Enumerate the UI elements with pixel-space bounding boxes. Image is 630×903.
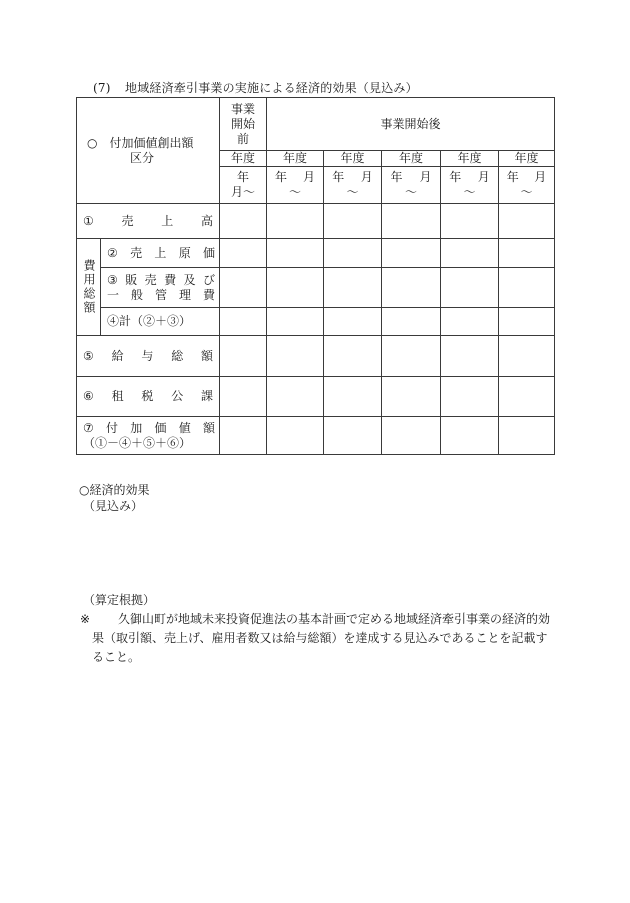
fiscal-year-cell: 年度 xyxy=(441,151,499,167)
value-cell[interactable] xyxy=(267,308,324,336)
value-cell[interactable] xyxy=(324,336,382,377)
category-header xyxy=(77,98,220,204)
value-cell[interactable] xyxy=(267,268,324,308)
row-label-taxes: ⑥ 租 税 公 課 xyxy=(77,377,220,417)
value-cell[interactable] xyxy=(324,417,382,455)
value-cell[interactable] xyxy=(267,377,324,417)
value-cell[interactable] xyxy=(267,336,324,377)
value-cell[interactable] xyxy=(220,336,267,377)
value-cell[interactable] xyxy=(267,204,324,239)
before-start-header: 事業 開始 前 xyxy=(220,98,267,151)
value-cell[interactable] xyxy=(499,268,555,308)
value-cell[interactable] xyxy=(267,417,324,455)
fiscal-year-cell: 年度 xyxy=(499,151,555,167)
value-cell[interactable] xyxy=(220,204,267,239)
value-cell[interactable] xyxy=(220,268,267,308)
calculation-basis-label: （算定根拠） xyxy=(83,593,156,607)
fiscal-year-cell: 年度 xyxy=(382,151,441,167)
fiscal-year-cell: 年度 xyxy=(220,151,267,167)
fiscal-year-cell: 年度 xyxy=(324,151,382,167)
cost-group-label: 費用総額 xyxy=(77,239,101,336)
value-cell[interactable] xyxy=(499,239,555,268)
instruction-note xyxy=(80,610,558,667)
after-start-header: 事業開始後 xyxy=(267,98,555,151)
section-number: (7) xyxy=(93,81,111,95)
row-label-sales: ① 売 上 高 xyxy=(77,204,220,239)
value-cell[interactable] xyxy=(441,377,499,417)
value-cell[interactable] xyxy=(220,377,267,417)
category-label: 区分 xyxy=(130,150,155,165)
period-cell: 年 月 〜 xyxy=(267,167,324,204)
period-cell: 年 月 〜 xyxy=(324,167,382,204)
period-cell: 年 月 〜 xyxy=(499,167,555,204)
value-cell[interactable] xyxy=(441,417,499,455)
value-cell[interactable] xyxy=(324,308,382,336)
value-cell[interactable] xyxy=(382,377,441,417)
value-cell[interactable] xyxy=(382,417,441,455)
period-cell: 年 月 〜 xyxy=(382,167,441,204)
value-cell[interactable] xyxy=(324,204,382,239)
value-cell[interactable] xyxy=(382,268,441,308)
value-cell[interactable] xyxy=(441,336,499,377)
value-cell[interactable] xyxy=(441,239,499,268)
value-cell[interactable] xyxy=(324,377,382,417)
row-label-total: ④計（②＋③） xyxy=(101,308,220,336)
value-cell[interactable] xyxy=(324,239,382,268)
value-cell[interactable] xyxy=(499,308,555,336)
value-cell[interactable] xyxy=(382,239,441,268)
section-title-text: 地域経済牽引事業の実施による経済的効果（見込み） xyxy=(125,81,418,95)
value-cell[interactable] xyxy=(267,239,324,268)
value-cell[interactable] xyxy=(382,336,441,377)
value-cell[interactable] xyxy=(499,204,555,239)
value-cell[interactable] xyxy=(220,239,267,268)
value-cell[interactable] xyxy=(324,268,382,308)
note-mark: ※ xyxy=(80,612,91,626)
value-cell[interactable] xyxy=(441,308,499,336)
value-cell[interactable] xyxy=(220,308,267,336)
economic-effect-table xyxy=(76,97,555,455)
section-title xyxy=(93,80,418,96)
economic-effect-sub: （見込み） xyxy=(83,499,144,513)
value-cell[interactable] xyxy=(499,336,555,377)
economic-effect-heading: ○経済的効果 xyxy=(79,483,150,497)
fiscal-year-cell: 年度 xyxy=(267,151,324,167)
value-cell[interactable] xyxy=(441,204,499,239)
value-cell[interactable] xyxy=(499,417,555,455)
note-text: 久御山町が地域未来投資促進法の基本計画で定める地域経済牽引事業の経済的効果（取引額、売上げ、雇用者数又は給与総額）を達成する見込みであることを記載すること。 xyxy=(92,612,551,664)
value-cell[interactable] xyxy=(382,308,441,336)
value-cell[interactable] xyxy=(220,417,267,455)
row-label-sga: ③ 販 売 費 及 び 一 般 管 理 費 xyxy=(101,268,220,308)
value-added-creation-label: ○ 付加価値創出額 xyxy=(87,135,194,150)
value-cell[interactable] xyxy=(441,268,499,308)
period-cell: 年 月〜 xyxy=(220,167,267,204)
period-cell: 年 月 〜 xyxy=(441,167,499,204)
value-cell[interactable] xyxy=(499,377,555,417)
row-label-payroll: ⑤ 給 与 総 額 xyxy=(77,336,220,377)
row-label-cogs: ② 売 上 原 価 xyxy=(101,239,220,268)
row-label-value-added: ⑦ 付 加 価 値 額 （①－④＋⑤＋⑥） xyxy=(77,417,220,455)
value-cell[interactable] xyxy=(382,204,441,239)
